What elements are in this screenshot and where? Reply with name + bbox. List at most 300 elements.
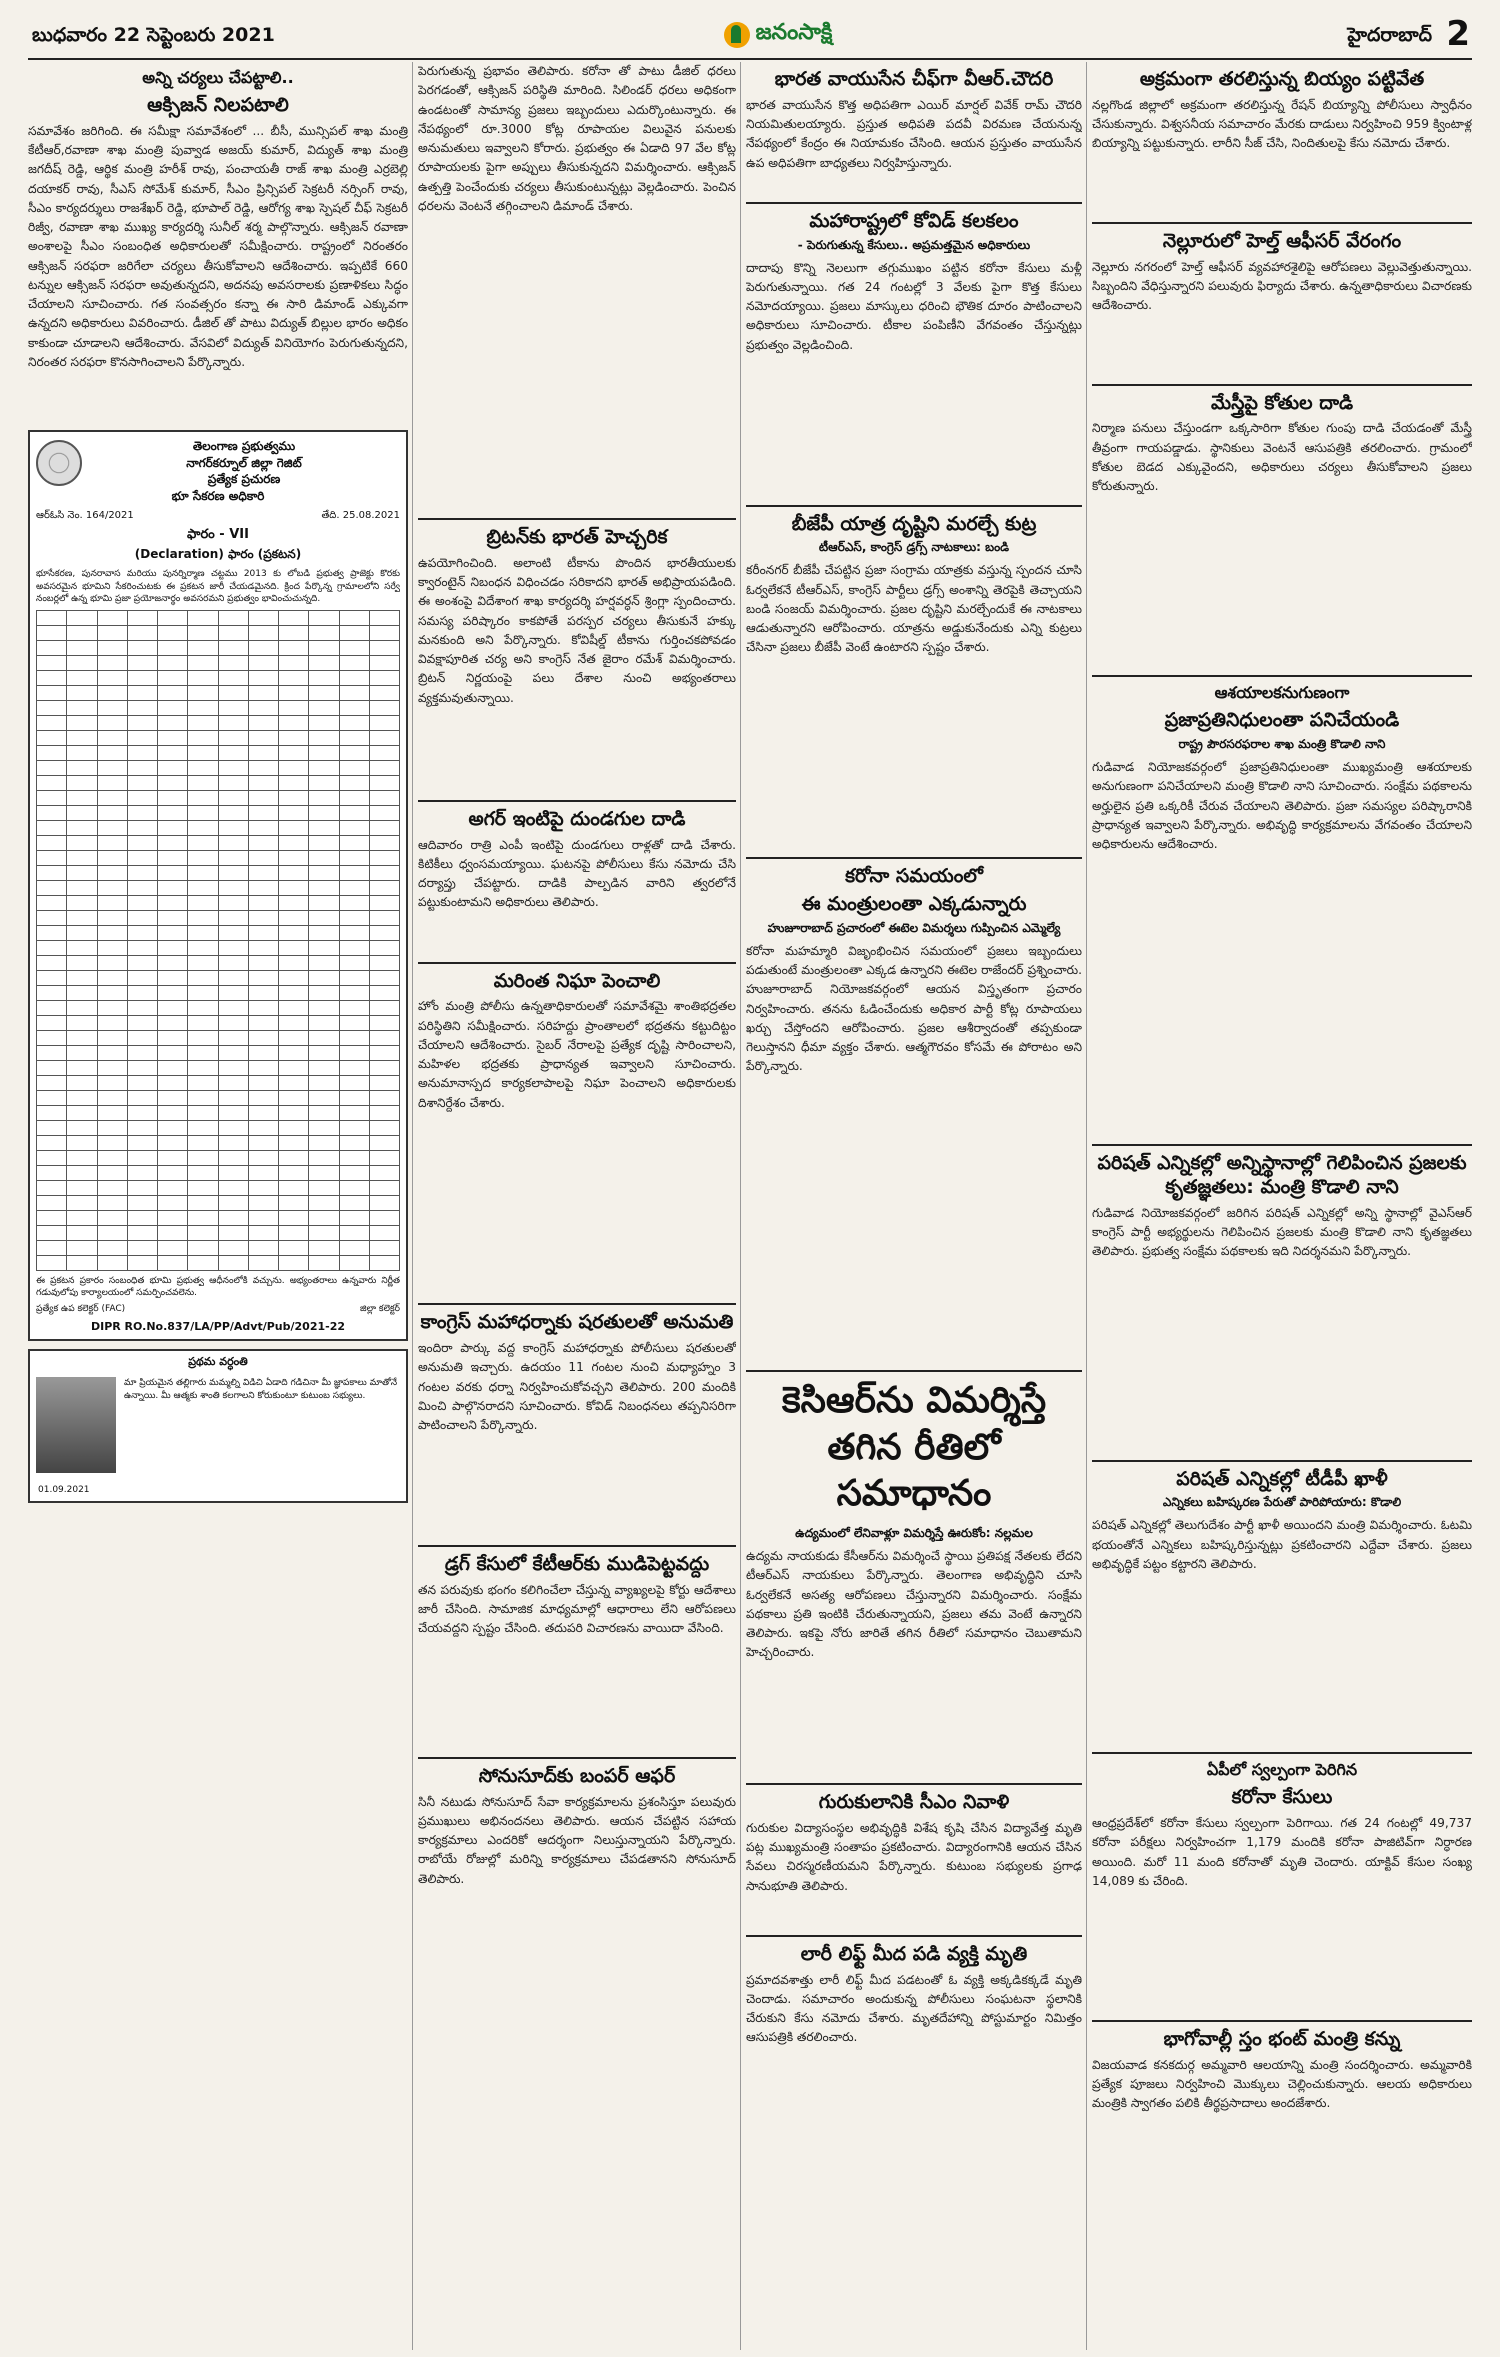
article-headline[interactable]: భారత వాయుసేన చీఫ్‌గా వీఆర్.చౌదరి <box>774 68 1054 90</box>
table-cell <box>97 1090 127 1105</box>
table-cell <box>67 895 97 910</box>
table-cell <box>248 850 278 865</box>
table-cell <box>127 1180 157 1195</box>
table-cell <box>127 985 157 1000</box>
table-row <box>37 640 400 655</box>
table-cell <box>188 805 218 820</box>
table-cell <box>127 955 157 970</box>
article-headline[interactable]: సోనుసూద్‌కు బంపర్ ఆఫర్ <box>418 1757 736 1789</box>
table-cell <box>188 1090 218 1105</box>
table-cell <box>127 655 157 670</box>
article-kicker: ఏపీలో స్వల్పంగా పెరిగిన <box>1092 1752 1472 1780</box>
table-cell <box>369 1075 399 1090</box>
table-row <box>37 1120 400 1135</box>
table-cell <box>37 1120 67 1135</box>
table-cell <box>158 1195 188 1210</box>
table-cell <box>67 805 97 820</box>
article-headline[interactable]: నెల్లూరులో హెల్త్ ఆఫీసర్ వేరంగం <box>1092 222 1472 254</box>
article-headline[interactable]: భాగోవాల్లీ స్తం భంట్ మంత్రి కన్ను <box>1092 2020 1472 2052</box>
table-cell <box>97 1075 127 1090</box>
table-cell <box>218 820 248 835</box>
table-cell <box>37 1240 67 1255</box>
table-cell <box>188 760 218 775</box>
table-cell <box>97 1150 127 1165</box>
table-cell <box>37 745 67 760</box>
table-row <box>37 730 400 745</box>
table-cell <box>279 850 309 865</box>
table-cell <box>339 775 369 790</box>
table-cell <box>309 850 339 865</box>
table-cell <box>158 1060 188 1075</box>
table-cell <box>218 1150 248 1165</box>
table-cell <box>369 790 399 805</box>
table-cell <box>218 865 248 880</box>
table-cell <box>248 775 278 790</box>
table-cell <box>339 655 369 670</box>
table-cell <box>339 880 369 895</box>
table-cell <box>369 730 399 745</box>
table-cell <box>369 610 399 625</box>
table-cell <box>339 625 369 640</box>
table-cell <box>339 865 369 880</box>
table-cell <box>369 685 399 700</box>
notice-form-subtitle: (Declaration) ఫారం (ప్రకటన) <box>134 546 302 561</box>
table-cell <box>339 1015 369 1030</box>
table-cell <box>158 925 188 940</box>
table-row <box>37 880 400 895</box>
table-cell <box>97 895 127 910</box>
table-cell <box>188 670 218 685</box>
column-divider <box>412 62 413 2350</box>
article-headline[interactable]: పరిషత్ ఎన్నికల్లో టీడీపీ ఖాళీ <box>1092 1460 1472 1492</box>
table-cell <box>188 700 218 715</box>
table-cell <box>188 880 218 895</box>
article-subheadline: - పెరుగుతున్న కేసులు.. అప్రమత్తమైన అధికారులు <box>797 237 1031 252</box>
table-cell <box>188 955 218 970</box>
table-cell <box>218 1195 248 1210</box>
table-cell <box>369 955 399 970</box>
table-cell <box>248 745 278 760</box>
table-cell <box>248 1030 278 1045</box>
table-cell <box>309 805 339 820</box>
table-cell <box>188 1120 218 1135</box>
table-cell <box>37 910 67 925</box>
table-cell <box>188 1045 218 1060</box>
table-cell <box>279 730 309 745</box>
table-cell <box>339 670 369 685</box>
table-row <box>37 1225 400 1240</box>
table-cell <box>127 1240 157 1255</box>
column-1 <box>28 62 408 2352</box>
table-cell <box>188 940 218 955</box>
article-body: విజయవాడ కనకదుర్గ అమ్మవారి ఆలయాన్ని మంత్రి సందర్శించారు. అమ్మవారికి ప్రత్యేక పూజలు నిర్వహించి మొక్కులు చెల్లించుకున్నారు. ఆలయ అధికారులు మంత్రికి స్వాగతం పలికి తీర్థప్రసాదాలు అందజేశారు. <box>1092 2057 1472 2111</box>
column-divider <box>1086 62 1087 2350</box>
table-cell <box>369 760 399 775</box>
table-cell <box>369 1195 399 1210</box>
table-cell <box>279 955 309 970</box>
table-cell <box>218 1090 248 1105</box>
table-cell <box>339 1165 369 1180</box>
table-cell <box>369 1240 399 1255</box>
table-cell <box>218 1210 248 1225</box>
table-cell <box>369 700 399 715</box>
table-cell <box>279 1180 309 1195</box>
table-cell <box>339 1240 369 1255</box>
article-headline[interactable]: మేస్త్రీపై కోతుల దాడి <box>1092 384 1472 416</box>
table-cell <box>218 715 248 730</box>
article-headline[interactable]: ప్రజాప్రతినిధులంతా పనిచేయండి <box>1164 709 1400 732</box>
table-cell <box>37 670 67 685</box>
table-cell <box>309 1255 339 1270</box>
table-cell <box>127 730 157 745</box>
table-cell <box>248 790 278 805</box>
article-headline[interactable]: ఆక్సిజన్ నిలపటాలి <box>147 94 289 116</box>
article-body: పరిషత్ ఎన్నికల్లో తెలుగుదేశం పార్టీ ఖాళీ అయిందని మంత్రి విమర్శించారు. ఓటమి భయంతోనే ఎన్నికలు బహిష్కరిస్తున్నట్లు ప్రకటించారని ఎద్దేవా చేశారు. ప్రజలు అభివృద్ధికే పట్టం కట్టారని తెలిపారు. <box>1092 1518 1472 1571</box>
table-cell <box>37 1195 67 1210</box>
table-cell <box>67 985 97 1000</box>
table-cell <box>369 940 399 955</box>
table-row <box>37 1030 400 1045</box>
table-cell <box>188 685 218 700</box>
table-cell <box>248 895 278 910</box>
table-cell <box>248 820 278 835</box>
dipr-reference: DIPR RO.No.837/LA/PP/Advt/Pub/2021-22 <box>90 1319 346 1333</box>
table-cell <box>218 760 248 775</box>
table-row <box>37 700 400 715</box>
table-cell <box>279 1000 309 1015</box>
table-cell <box>97 1180 127 1195</box>
table-cell <box>339 715 369 730</box>
article-body: సమావేశం జరిగింది. ఈ సమీక్షా సమావేశంలో ... బీసీ, మున్సిపల్ శాఖ మంత్రి కేటీఆర్,రవాణా శాఖ మంత్రి పువ్వాడ అజయ్ కుమార్, విద్యుత్ శాఖ మంత్రి జగదీష్ రెడ్డి, ఆర్థిక మంత్రి హరీశ్ రావు, పంచాయతీ రాజ్ శాఖ మంత్రి ఎర్రబెల్లి దయాకర్ రావు, సీఎస్ సోమేశ్ కుమార్, సీఎం ప్రిన్సిపల్ సెక్రటరీ నర్సింగ్ రావు, సీఎం కార్యదర్శులు రాజశేఖర్ రెడ్డి, భూపాల్ రెడ్డి, ఆరోగ్య శాఖ స్పెషల్ చీఫ్ సెక్రటరీ రిజ్వీ, రవాణా శాఖ ముఖ్య కార్యదర్శి సునీల్ శర్మ పాల్గొన్నారు. ఆక్సిజన్ రవాణా అంశాలపై సీఎం సంబంధిత అధికారులతో సమీక్షించారు. రాష్ట్రంలో నిరంతరం ఆక్సిజన్ సరఫరా జరిగేలా చర్యలు తీసుకోవాలని ఆదేశించారు. ఇప్పటికే 660 టన్నుల ఆక్సిజన్ సరఫరా అవుతున్నదని, అదనపు అవసరాలకు ప్రణాళికలు సిద్ధం చేయాలని సూచించారు. గత సంవత్సరం కన్నా ఈ సారి డిమాండ్ ఎక్కువగా ఉన్నదని అధికారులు వివరించారు. డీజిల్ తో పాటు విద్యుత్ బిల్లుల భారం అధికం కాకుండా చూడాలని ఆదేశించారు. వేసవిలో విద్యుత్ వినియోగం పెరుగుతున్నదని, నిరంతర సరఫరా కొనసాగించాలని పేర్కొన్నారు. <box>28 123 408 369</box>
table-cell <box>218 1105 248 1120</box>
table-cell <box>248 685 278 700</box>
obituary-date: 01.09.2021 <box>38 1484 90 1495</box>
table-cell <box>97 1105 127 1120</box>
article-headline[interactable]: పరిషత్ ఎన్నికల్లో అన్నిస్థానాల్లో గెలిపించిన ప్రజలకు కృతజ్ఞతలు: మంత్రి కొడాలి నాని <box>1092 1144 1472 1200</box>
table-cell <box>339 1120 369 1135</box>
table-cell <box>67 640 97 655</box>
table-cell <box>188 1015 218 1030</box>
newspaper-logo[interactable] <box>678 18 878 52</box>
article-headline-line-2: ఈ మంత్రులంతా ఎక్కడున్నారు <box>801 893 1027 915</box>
table-cell <box>188 1105 218 1120</box>
table-cell <box>248 1135 278 1150</box>
table-cell <box>127 1210 157 1225</box>
table-row <box>37 835 400 850</box>
article-body: భారత వాయుసేన కొత్త అధిపతిగా ఎయిర్ మార్షల్ వివేక్ రామ్ చౌదరి నియమితులయ్యారు. ప్రస్తుత అధిపతి పదవీ విరమణ చేయనున్న నేపథ్యంలో కేంద్రం ఈ నియామకం చేసింది. ఆయన ప్రస్తుతం వాయుసేన ఉప అధిపతిగా బాధ్యతలు నిర్వహిస్తున్నారు. <box>746 97 1082 170</box>
table-cell <box>37 1030 67 1045</box>
table-cell <box>188 655 218 670</box>
table-cell <box>67 1090 97 1105</box>
table-cell <box>369 775 399 790</box>
article-headline[interactable]: మరింత నిఘా పెంచాలి <box>418 962 736 994</box>
table-row <box>37 1180 400 1195</box>
table-row <box>37 655 400 670</box>
table-cell <box>369 1000 399 1015</box>
table-cell <box>279 1255 309 1270</box>
table-cell <box>67 865 97 880</box>
table-cell <box>248 1195 278 1210</box>
article-headline[interactable]: డ్రగ్ కేసులో కేటీఆర్‌కు ముడిపెట్టవద్దు <box>418 1545 736 1577</box>
table-cell <box>67 625 97 640</box>
table-cell <box>97 655 127 670</box>
table-cell <box>127 925 157 940</box>
article-subheadline: హుజూరాబాద్ ప్రచారంలో ఈటెల విమర్శలు గుప్పించిన ఎమ్మెల్యే <box>767 920 1061 935</box>
table-cell <box>279 970 309 985</box>
table-cell <box>158 775 188 790</box>
table-cell <box>339 820 369 835</box>
table-cell <box>339 700 369 715</box>
table-row <box>37 940 400 955</box>
article-body: హోం మంత్రి పోలీసు ఉన్నతాధికారులతో సమావేశమై శాంతిభద్రతల పరిస్థితిని సమీక్షించారు. సరిహద్దు ప్రాంతాలలో భద్రతను కట్టుదిట్టం చేయాలని ఆదేశించారు. సైబర్ నేరాలపై ప్రత్యేక దృష్టి సారించాలని, మహిళల భద్రతకు ప్రాధాన్యత ఇవ్వాలని సూచించారు. అనుమానాస్పద కార్యకలాపాలపై నిఘా పెంచాలని అధికారులకు దిశానిర్దేశం చేశారు. <box>418 999 736 1110</box>
table-cell <box>279 880 309 895</box>
table-cell <box>97 955 127 970</box>
table-cell <box>97 970 127 985</box>
table-cell <box>188 910 218 925</box>
table-row <box>37 670 400 685</box>
table-cell <box>158 1105 188 1120</box>
table-cell <box>127 640 157 655</box>
table-cell <box>158 1120 188 1135</box>
table-cell <box>188 625 218 640</box>
table-cell <box>218 970 248 985</box>
article-body: గుడివాడ నియోజకవర్గంలో జరిగిన పరిషత్ ఎన్నికల్లో అన్ని స్థానాల్లో వైఎస్ఆర్ కాంగ్రెస్ పార్టీ అభ్యర్థులను గెలిపించిన ప్రజలకు మంత్రి కొడాలి నాని కృతజ్ఞతలు తెలిపారు. ప్రభుత్వ సంక్షేమ పథకాలకు ఇది నిదర్శనమని పేర్కొన్నారు. <box>1092 1205 1472 1259</box>
table-cell <box>97 775 127 790</box>
table-cell <box>37 625 67 640</box>
table-cell <box>97 1060 127 1075</box>
page-number: 2 <box>1446 14 1470 54</box>
table-cell <box>339 805 369 820</box>
table-cell <box>127 835 157 850</box>
table-cell <box>158 1180 188 1195</box>
article-headline[interactable]: బ్రిటన్‌కు భారత్ హెచ్చరిక <box>418 518 736 550</box>
table-cell <box>369 1255 399 1270</box>
notice-sign-left: ప్రత్యేక ఉప కలెక్టర్ (FAC) <box>36 1303 126 1314</box>
table-cell <box>369 925 399 940</box>
table-cell <box>248 1090 278 1105</box>
table-row <box>37 745 400 760</box>
table-cell <box>67 775 97 790</box>
table-cell <box>369 1030 399 1045</box>
table-cell <box>309 940 339 955</box>
table-cell <box>218 1000 248 1015</box>
table-cell <box>339 1060 369 1075</box>
table-cell <box>188 985 218 1000</box>
table-cell <box>309 745 339 760</box>
table-cell <box>127 715 157 730</box>
table-cell <box>188 1150 218 1165</box>
table-row <box>37 775 400 790</box>
table-cell <box>369 625 399 640</box>
table-cell <box>279 745 309 760</box>
table-cell <box>309 1240 339 1255</box>
column-3 <box>746 62 1082 2352</box>
table-cell <box>188 1165 218 1180</box>
table-cell <box>279 1090 309 1105</box>
table-cell <box>309 775 339 790</box>
table-cell <box>67 1105 97 1120</box>
table-cell <box>37 970 67 985</box>
edition-city: హైదరాబాద్ <box>1347 24 1432 46</box>
table-cell <box>218 1030 248 1045</box>
table-cell <box>188 1180 218 1195</box>
table-cell <box>279 940 309 955</box>
table-cell <box>218 655 248 670</box>
table-cell <box>37 760 67 775</box>
table-cell <box>279 1075 309 1090</box>
table-row <box>37 625 400 640</box>
article-body: ఉపయోగించింది. అలాంటి టీకాను పొందిన భారతీయులకు క్వారంటైన్ నిబంధన విధించడం సరికాదని భారత్ అభిప్రాయపడింది. ఈ అంశంపై విదేశాంగ శాఖ కార్యదర్శి హర్షవర్ధన్ శ్రింగ్లా స్పందించారు. సమస్య పరిష్కారం కాకపోతే పరస్పర చర్యలు తీసుకునే హక్కు మనకుంది అని పేర్కొన్నారు. కోవిషీల్డ్ టీకాను గుర్తించకపోవడం వివక్షాపూరిత చర్య అని కాంగ్రెస్ నేత జైరాం రమేశ్ విమర్శించారు. బ్రిటన్ నిర్ణయంపై పలు దేశాల నుంచి అభ్యంతరాలు వ్యక్తమవుతున్నాయి. <box>418 555 736 705</box>
table-cell <box>97 760 127 775</box>
article-kicker: ఆశయాలకనుగుణంగా <box>1092 675 1472 703</box>
table-cell <box>158 625 188 640</box>
table-cell <box>127 895 157 910</box>
table-cell <box>188 820 218 835</box>
table-cell <box>127 1090 157 1105</box>
table-cell <box>309 1150 339 1165</box>
table-cell <box>309 1180 339 1195</box>
table-cell <box>97 1000 127 1015</box>
table-cell <box>67 1240 97 1255</box>
notice-sign-right: జిల్లా కలెక్టర్ <box>360 1303 400 1314</box>
table-cell <box>369 745 399 760</box>
table-cell <box>248 910 278 925</box>
table-cell <box>37 775 67 790</box>
table-cell <box>309 1225 339 1240</box>
table-cell <box>339 910 369 925</box>
table-cell <box>188 790 218 805</box>
table-cell <box>127 1045 157 1060</box>
table-cell <box>37 1015 67 1030</box>
table-cell <box>369 1180 399 1195</box>
article-headline[interactable]: అక్రమంగా తరలిస్తున్న బియ్యం పట్టివేత <box>1139 68 1425 90</box>
table-cell <box>67 1030 97 1045</box>
table-cell <box>97 940 127 955</box>
table-cell <box>188 640 218 655</box>
table-cell <box>248 1180 278 1195</box>
table-cell <box>158 1090 188 1105</box>
logo-text: జనంసాక్షి <box>755 20 833 45</box>
table-cell <box>67 730 97 745</box>
article-headline[interactable]: బీజేపీ యాత్ర దృష్టిని మరల్చే కుట్ర <box>746 505 1082 537</box>
article-headline[interactable]: మహారాష్ట్రలో కోవిడ్ కలకలం <box>746 202 1082 234</box>
table-cell <box>218 895 248 910</box>
table-cell <box>309 1015 339 1030</box>
table-cell <box>248 1240 278 1255</box>
table-cell <box>248 1015 278 1030</box>
table-cell <box>97 910 127 925</box>
table-cell <box>279 1195 309 1210</box>
table-cell <box>97 1030 127 1045</box>
article-body: నల్లగొండ జిల్లాలో అక్రమంగా తరలిస్తున్న రేషన్ బియ్యాన్ని పోలీసులు స్వాధీనం చేసుకున్నారు. విశ్వసనీయ సమాచారం మేరకు దాడులు నిర్వహించి 959 క్వింటాళ్ల బియ్యాన్ని పట్టుకున్నారు. లారీని సీజ్ చేసి, నిందితులపై కేసు నమోదు చేశారు. <box>1092 97 1472 151</box>
table-cell <box>248 1150 278 1165</box>
table-cell <box>127 1000 157 1015</box>
article-headline[interactable]: కాంగ్రెస్ మహాధర్నాకు షరతులతో అనుమతి <box>418 1303 736 1335</box>
table-cell <box>158 790 188 805</box>
article-body: ఉద్యమ నాయకుడు కేసీఆర్‌ను విమర్శించే స్థాయి ప్రతిపక్ష నేతలకు లేదని టీఆర్ఎస్ నాయకులు పేర్కొన్నారు. తెలంగాణ అభివృద్ధిని చూసి ఓర్వలేకనే అసత్య ఆరోపణలు చేస్తున్నారని విమర్శించారు. సంక్షేమ పథకాలు ప్రతి ఇంటికి చేరుతున్నాయని, ప్రజలు తమ వెంటే ఉన్నారని తెలిపారు. ఇకపై నోరు జారితే తగిన రీతిలో సమాధానం చెబుతామని హెచ్చరించారు. <box>746 1549 1082 1660</box>
table-cell <box>67 940 97 955</box>
table-cell <box>218 685 248 700</box>
table-cell <box>97 1210 127 1225</box>
table-cell <box>37 1225 67 1240</box>
table-cell <box>127 970 157 985</box>
table-cell <box>279 1240 309 1255</box>
table-cell <box>218 1255 248 1270</box>
table-cell <box>218 835 248 850</box>
table-cell <box>309 625 339 640</box>
lead-headline[interactable]: కెసిఆర్‌ను విమర్శిస్తే తగిన రీతిలో సమాధానం <box>746 1370 1082 1518</box>
table-cell <box>97 820 127 835</box>
table-cell <box>37 700 67 715</box>
obituary-text: మా ప్రియమైన తల్లిగారు మమ్మల్ని విడిచి ఏడాది గడిచినా మీ జ్ఞాపకాలు మాతోనే ఉన్నాయి. మీ ఆత్మకు శాంతి కలగాలని కోరుకుంటూ కుటుంబ సభ్యులు. <box>124 1377 398 1402</box>
table-cell <box>279 985 309 1000</box>
table-cell <box>127 760 157 775</box>
table-cell <box>279 655 309 670</box>
table-cell <box>279 1015 309 1030</box>
article-headline[interactable]: గురుకులానికి సీఎం నివాళి <box>746 1783 1082 1815</box>
table-cell <box>97 790 127 805</box>
table-cell <box>67 970 97 985</box>
table-cell <box>97 805 127 820</box>
article-headline[interactable]: అగర్ ఇంటిపై దుండగుల దాడి <box>418 800 736 832</box>
table-row <box>37 1105 400 1120</box>
table-cell <box>279 925 309 940</box>
table-cell <box>158 640 188 655</box>
table-row <box>37 970 400 985</box>
table-cell <box>309 1135 339 1150</box>
table-cell <box>67 685 97 700</box>
government-notice <box>28 430 408 1341</box>
table-row <box>37 865 400 880</box>
article-headline[interactable]: లారీ లిఫ్ట్ మీద పడి వ్యక్తి మృతి <box>746 1935 1082 1967</box>
table-cell <box>158 1075 188 1090</box>
table-cell <box>279 1165 309 1180</box>
table-cell <box>97 625 127 640</box>
table-cell <box>188 1060 218 1075</box>
table-cell <box>309 985 339 1000</box>
table-cell <box>127 610 157 625</box>
table-cell <box>158 880 188 895</box>
article-body: నెల్లూరు నగరంలో హెల్త్ ఆఫీసర్ వ్యవహారశైలిపై ఆరోపణలు వెల్లువెత్తుతున్నాయి. సిబ్బందిని వేధిస్తున్నారని పలువురు ఫిర్యాదు చేశారు. ఉన్నతాధికారులు విచారణకు ఆదేశించారు. <box>1092 259 1472 313</box>
column-divider <box>740 62 741 2350</box>
table-cell <box>369 670 399 685</box>
table-cell <box>188 1240 218 1255</box>
table-cell <box>97 730 127 745</box>
table-cell <box>127 1075 157 1090</box>
table-cell <box>309 790 339 805</box>
table-cell <box>127 700 157 715</box>
table-cell <box>279 1030 309 1045</box>
table-cell <box>67 880 97 895</box>
article-headline[interactable]: కరోనా కేసులు <box>1231 1786 1333 1809</box>
table-cell <box>218 910 248 925</box>
table-cell <box>188 745 218 760</box>
article-headline[interactable]: కరోనా సమయంలో <box>746 857 1082 889</box>
table-cell <box>158 805 188 820</box>
table-cell <box>127 1030 157 1045</box>
table-cell <box>339 1000 369 1015</box>
table-cell <box>97 985 127 1000</box>
table-cell <box>248 760 278 775</box>
table-cell <box>37 1075 67 1090</box>
table-cell <box>127 910 157 925</box>
table-cell <box>158 700 188 715</box>
table-cell <box>127 1015 157 1030</box>
table-cell <box>127 790 157 805</box>
table-cell <box>309 1030 339 1045</box>
table-cell <box>218 1045 248 1060</box>
table-cell <box>67 700 97 715</box>
